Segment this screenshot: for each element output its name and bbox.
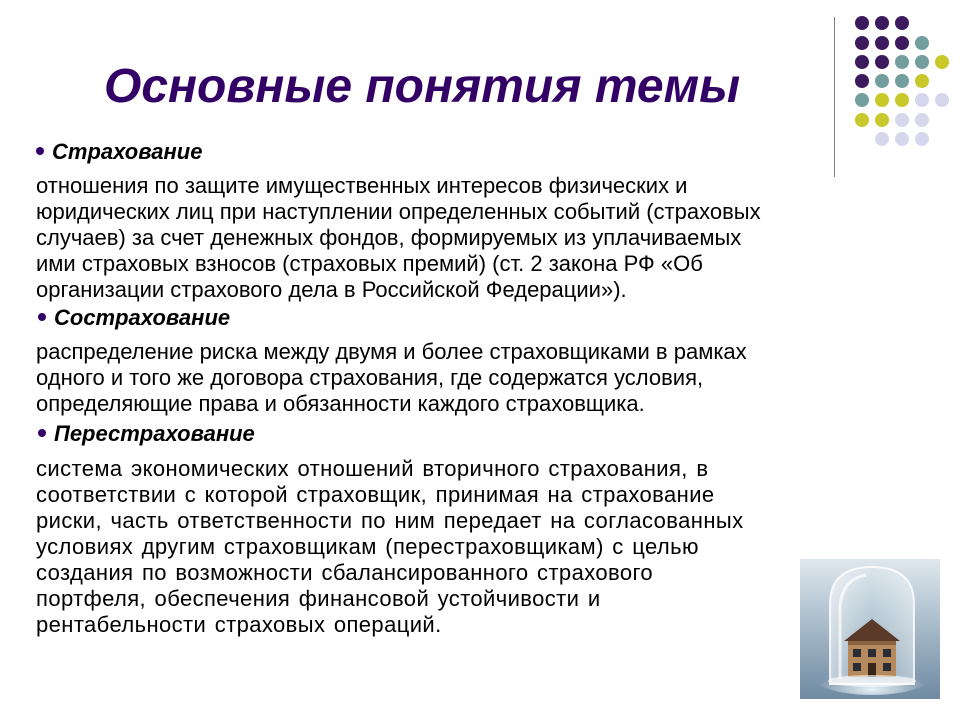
definition-line: одного и того же договора страхования, где содержатся условия,: [36, 365, 704, 390]
decor-dot: [915, 113, 929, 127]
definition-insurance: [36, 173, 761, 303]
decor-dot: [915, 36, 929, 50]
definition-line: соответствии с которой страховщик, принимая на страхование: [36, 482, 715, 507]
decor-dot: [875, 132, 889, 146]
definition-line: риски, часть ответственности по ним передает на согласованных: [36, 508, 744, 533]
decor-dot: [895, 113, 909, 127]
definition-line: случаев) за счет денежных фондов, формируемых из уплачиваемых: [36, 225, 742, 250]
decor-dot: [855, 113, 869, 127]
decor-dot: [895, 74, 909, 88]
definition-reinsurance: [36, 456, 743, 638]
decor-dot: [855, 36, 869, 50]
definition-line: определяющие права и обязанности каждого страховщика.: [36, 391, 645, 416]
term-label: Страхование: [52, 139, 203, 164]
bullet-icon: [36, 147, 44, 155]
decor-dot: [915, 74, 929, 88]
decor-dot: [875, 113, 889, 127]
decor-dot: [855, 16, 869, 30]
decor-dot: [875, 74, 889, 88]
definition-line: отношения по защите имущественных интересов физических и: [36, 173, 688, 198]
definition-line: распределение риска между двумя и более страховщиками в рамках: [36, 339, 747, 364]
definition-line: условиях другим страховщикам (перестраховщикам) с целью: [36, 534, 699, 559]
decor-dot: [895, 132, 909, 146]
decor-dot-grid: [846, 12, 958, 152]
term-heading-coinsurance: [38, 305, 230, 331]
decor-dot: [935, 55, 949, 69]
definition-line: рентабельности страховых операций.: [36, 612, 442, 637]
definition-line: организации страхового дела в Российской Федерации»).: [36, 277, 627, 302]
term-heading-insurance: [36, 139, 202, 165]
decor-divider-line: [834, 17, 835, 177]
definition-line: создания по возможности сбалансированного страхового: [36, 560, 654, 585]
decor-dot: [895, 16, 909, 30]
bullet-icon: [38, 429, 46, 437]
decor-dot: [895, 36, 909, 50]
decor-dot: [875, 16, 889, 30]
term-heading-reinsurance: [38, 421, 255, 447]
decor-dot: [915, 132, 929, 146]
definition-line: портфеля, обеспечения финансовой устойчивости и: [36, 586, 601, 611]
decor-dot: [855, 93, 869, 107]
decor-dot: [875, 36, 889, 50]
house-under-glass-dome-illustration: [800, 559, 940, 699]
term-label: Сострахование: [54, 305, 231, 330]
decor-dot: [915, 93, 929, 107]
definition-line: система экономических отношений вторичного страхования, в: [36, 456, 709, 481]
slide-title: Основные понятия темы: [104, 60, 741, 113]
decor-dot: [895, 93, 909, 107]
definition-line: юридических лиц при наступлении определенных событий (страховых: [36, 199, 761, 224]
definition-coinsurance: [36, 339, 747, 417]
decor-dot: [875, 93, 889, 107]
decor-dot: [915, 55, 929, 69]
decor-dot: [875, 55, 889, 69]
bullet-icon: [38, 313, 46, 321]
definition-line: ими страховых взносов (страховых премий) (ст. 2 закона РФ «Об: [36, 251, 703, 276]
decor-dot: [855, 55, 869, 69]
term-label: Перестрахование: [54, 421, 255, 446]
decor-dot: [895, 55, 909, 69]
decor-dot: [935, 93, 949, 107]
decor-dot: [855, 74, 869, 88]
